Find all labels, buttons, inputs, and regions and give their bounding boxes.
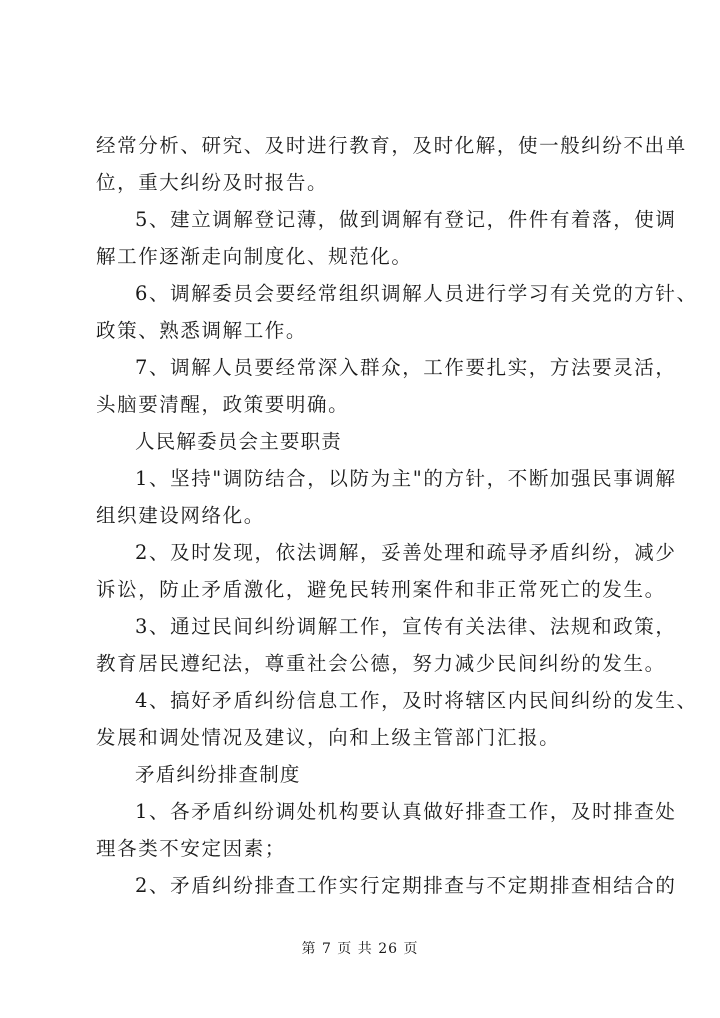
text-line: 2、矛盾纠纷排查工作实行定期排查与不定期排查相结合的: [135, 874, 677, 897]
text-line: 发展和调处情况及建议，向和上级主管部门汇报。: [96, 726, 561, 749]
section-heading: 人民解委员会主要职责: [135, 430, 343, 453]
text-line: 解工作逐渐走向制度化、规范化。: [96, 245, 413, 268]
text-line: 位，重大纠纷及时报告。: [96, 171, 329, 194]
text-line: 教育居民遵纪法，尊重社会公德，努力减少民间纠纷的发生。: [96, 652, 666, 675]
document-body: [96, 127, 698, 904]
page-number: 第 7 页 共 26 页: [301, 941, 419, 957]
text-line: 2、及时发现，依法调解，妥善处理和疏导矛盾纠纷，减少: [135, 541, 677, 564]
text-line: 1、各矛盾纠纷调处机构要认真做好排查工作，及时排查处: [135, 800, 677, 823]
text-line: 3、通过民间纠纷调解工作，宣传有关法律、法规和政策，: [135, 615, 677, 638]
section-heading: 矛盾纠纷排查制度: [135, 763, 301, 786]
text-line: 理各类不安定因素；: [96, 837, 286, 860]
text-line: 政策、熟悉调解工作。: [96, 319, 308, 342]
text-line: 6、调解委员会要经常组织调解人员进行学习有关党的方针、: [135, 282, 698, 305]
text-line: 组织建设网络化。: [96, 504, 265, 527]
text-line: 1、坚持"调防结合，以防为主"的方针，不断加强民事调解: [135, 467, 677, 490]
text-line: 7、调解人员要经常深入群众，工作要扎实，方法要灵活，: [135, 356, 677, 379]
text-line: 头脑要清醒，政策要明确。: [96, 393, 350, 416]
text-line: 经常分析、研究、及时进行教育，及时化解，使一般纠纷不出单: [96, 134, 687, 157]
text-line: 5、建立调解登记薄，做到调解有登记，件件有着落，使调: [135, 208, 677, 231]
text-line: 诉讼，防止矛盾激化，避免民转刑案件和非正常死亡的发生。: [96, 578, 666, 601]
text-line: 4、搞好矛盾纠纷信息工作，及时将辖区内民间纠纷的发生、: [135, 689, 698, 712]
